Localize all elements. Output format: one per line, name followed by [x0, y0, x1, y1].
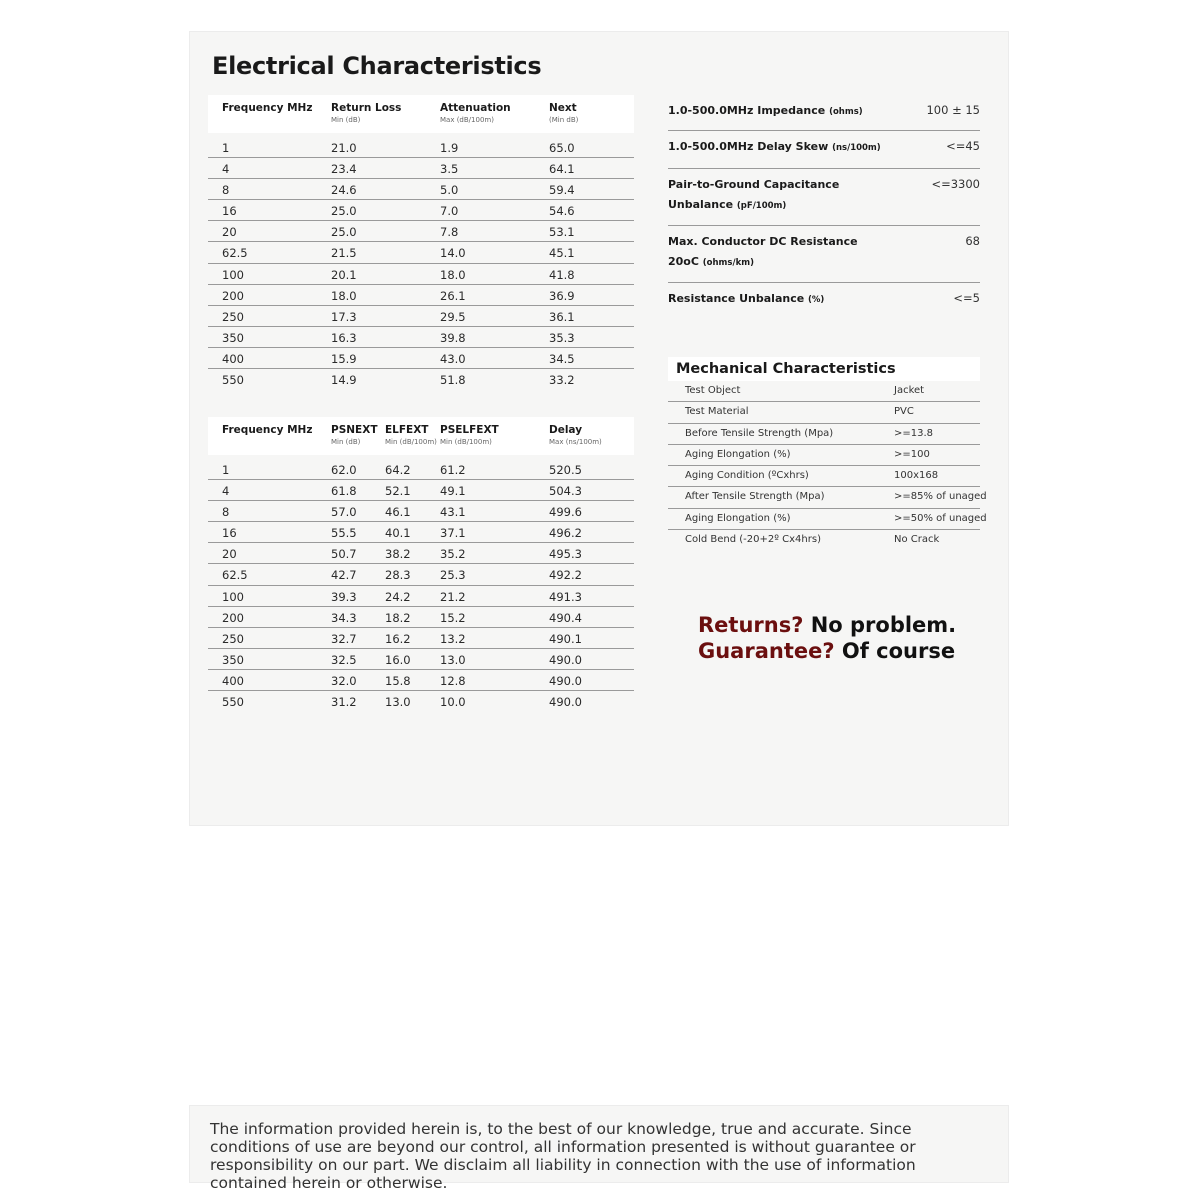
spec-unit: (ns/100m) — [832, 143, 881, 153]
column-header-label: Frequency MHz — [222, 102, 313, 114]
table-cell: 45.1 — [549, 246, 575, 261]
table-row — [208, 221, 634, 242]
table-cell: 20 — [222, 225, 237, 240]
disclaimer: The information provided herein is, to the best of our knowledge, true and accurate. Since conditions of use are beyond our control, all information presented is without guarantee or responsibility on our part. We disclaim all liability in connection with the use of information contained herein or otherwise. — [189, 1105, 1009, 1183]
table-cell: 29.5 — [440, 309, 466, 324]
table-cell: 20.1 — [331, 267, 357, 282]
table-cell: 57.0 — [331, 505, 357, 520]
table-cell: 38.2 — [385, 547, 411, 562]
table-cell: 16.3 — [331, 330, 357, 345]
table-cell: 23.4 — [331, 162, 357, 177]
mechanical-characteristics — [668, 357, 987, 551]
table-cell: 520.5 — [549, 463, 582, 477]
table-cell: 8 — [222, 505, 230, 520]
table-row — [208, 285, 634, 306]
mechanical-value: >=50% of unaged — [894, 512, 987, 524]
mechanical-row — [668, 381, 980, 402]
table-cell: 13.0 — [385, 695, 411, 710]
spec-label — [668, 175, 883, 216]
table-cell: 35.3 — [549, 330, 575, 345]
table-cell: 491.3 — [549, 589, 582, 604]
table-row — [208, 158, 634, 179]
column-header-unit: Min (dB/100m) — [440, 438, 492, 446]
mechanical-property: Cold Bend (-20+2º Cx4hrs) — [685, 534, 821, 546]
table-cell: 32.5 — [331, 652, 357, 667]
table-cell: 16.0 — [385, 652, 411, 667]
table-row — [208, 691, 634, 712]
table-cell: 4 — [222, 484, 230, 499]
spec-row — [668, 95, 980, 131]
table-cell: 43.1 — [440, 505, 466, 520]
table-cell: 62.0 — [331, 463, 357, 477]
table-cell: 32.7 — [331, 631, 357, 646]
spec-unit: (ohms) — [829, 107, 863, 117]
table-row — [208, 543, 634, 564]
mechanical-title: Mechanical Characteristics — [668, 357, 980, 381]
spec-row — [668, 131, 980, 169]
spec-label — [668, 101, 883, 122]
table-cell: 14.9 — [331, 373, 357, 388]
mechanical-property: Aging Condition (ºCxhrs) — [685, 470, 809, 482]
table-cell: 16 — [222, 526, 237, 541]
table-row — [208, 670, 634, 691]
column-header — [549, 424, 602, 446]
table-cell: 26.1 — [440, 288, 466, 303]
column-header — [385, 424, 437, 446]
table-cell: 504.3 — [549, 484, 582, 499]
mechanical-property: Before Tensile Strength (Mpa) — [685, 427, 834, 439]
column-header-unit: Min (dB) — [331, 438, 361, 446]
spec-unit: (ohms/km) — [702, 258, 754, 268]
column-header — [331, 424, 377, 446]
spec-row — [668, 226, 980, 283]
slogan-guarantee: Guarantee? — [698, 639, 835, 663]
table-cell: 61.8 — [331, 484, 357, 499]
table-cell: 1 — [222, 141, 230, 155]
table-row — [208, 501, 634, 522]
table-cell: 39.8 — [440, 330, 466, 345]
table-cell: 62.5 — [222, 568, 248, 583]
mechanical-property: Test Object — [685, 385, 741, 396]
table-cell: 100 — [222, 589, 244, 604]
table-cell: 7.8 — [440, 225, 459, 240]
table-cell: 20 — [222, 547, 237, 562]
column-header — [440, 424, 499, 446]
table-row — [208, 564, 634, 585]
table-cell: 64.1 — [549, 162, 575, 177]
table-cell: 35.2 — [440, 547, 466, 562]
column-header-label: Delay — [549, 424, 583, 436]
table-cell: 25.3 — [440, 568, 466, 583]
table-cell: 490.1 — [549, 631, 582, 646]
spec-label — [668, 137, 883, 158]
table-cell: 550 — [222, 373, 244, 388]
table-cell: 200 — [222, 610, 244, 625]
slogan-guarantee-answer: Of course — [834, 639, 956, 663]
column-header — [440, 102, 511, 124]
mechanical-row — [668, 509, 987, 530]
table-cell: 7.0 — [440, 204, 459, 219]
spec-label-text: Resistance Unbalance — [668, 292, 805, 305]
table-cell: 36.9 — [549, 288, 575, 303]
spec-value: <=3300 — [931, 177, 980, 191]
spec-label-text: Max. Conductor DC Resistance 20oC — [668, 235, 858, 268]
table-cell: 12.8 — [440, 673, 466, 688]
table-cell: 18.2 — [385, 610, 411, 625]
spec-label-text: 1.0-500.0MHz Delay Skew — [668, 140, 829, 153]
mechanical-value: Jacket — [894, 385, 925, 396]
mechanical-row — [668, 487, 987, 508]
table-cell: 32.0 — [331, 673, 357, 688]
spec-label-text: 1.0-500.0MHz Impedance — [668, 104, 826, 117]
mechanical-value: 100x168 — [894, 470, 939, 482]
column-header-label: Attenuation — [440, 102, 511, 114]
table-cell: 34.5 — [549, 351, 575, 366]
spec-label-text: Pair-to-Ground Capacitance Unbalance — [668, 178, 840, 211]
mechanical-value: >=100 — [894, 448, 930, 460]
table-cell: 350 — [222, 652, 244, 667]
spec-sheet — [189, 31, 1009, 826]
spec-value: <=45 — [946, 139, 980, 153]
table-cell: 17.3 — [331, 309, 357, 324]
table-cell: 39.3 — [331, 589, 357, 604]
table-cell: 3.5 — [440, 162, 459, 177]
column-header — [549, 102, 578, 124]
table-cell: 55.5 — [331, 526, 357, 541]
column-header-label: Return Loss — [331, 102, 402, 114]
spec-label — [668, 289, 883, 310]
mechanical-row — [668, 466, 980, 487]
table-cell: 21.0 — [331, 141, 357, 155]
table-cell: 1 — [222, 463, 230, 477]
column-header-label: Frequency MHz — [222, 424, 313, 436]
column-header-label: PSELFEXT — [440, 424, 499, 436]
mechanical-value: No Crack — [894, 534, 940, 546]
column-header — [222, 424, 312, 438]
table-row — [208, 179, 634, 200]
table-cell: 40.1 — [385, 526, 411, 541]
table-cell: 492.2 — [549, 568, 582, 583]
table-cell: 28.3 — [385, 568, 411, 583]
table-row — [208, 459, 634, 480]
table-cell: 36.1 — [549, 309, 575, 324]
table-cell: 16 — [222, 204, 237, 219]
mechanical-property: Aging Elongation (%) — [685, 512, 791, 524]
table-cell: 21.5 — [331, 246, 357, 261]
table-cell: 495.3 — [549, 547, 582, 562]
column-header-unit: Max (dB/100m) — [440, 116, 494, 124]
mechanical-property: Aging Elongation (%) — [685, 448, 791, 460]
table-cell: 65.0 — [549, 141, 575, 155]
table-cell: 490.0 — [549, 652, 582, 667]
table-cell: 14.0 — [440, 246, 466, 261]
column-header-label: Next — [549, 102, 577, 114]
table-cell: 37.1 — [440, 526, 466, 541]
column-header-unit: Min (dB/100m) — [385, 438, 437, 446]
table-cell: 200 — [222, 288, 244, 303]
table-cell: 490.0 — [549, 695, 582, 710]
mechanical-value: >=85% of unaged — [894, 491, 987, 503]
table-cell: 62.5 — [222, 246, 248, 261]
table-row — [208, 200, 634, 221]
table-row — [208, 649, 634, 670]
table-row — [208, 242, 634, 263]
spec-unit: (%) — [808, 295, 825, 305]
table-cell: 490.0 — [549, 673, 582, 688]
table-cell: 52.1 — [385, 484, 411, 499]
spec-label — [668, 232, 883, 273]
spec-value: 100 ± 15 — [926, 103, 980, 117]
table-row — [208, 327, 634, 348]
column-header-label: PSNEXT — [331, 424, 378, 436]
table-cell: 13.0 — [440, 652, 466, 667]
table-cell: 250 — [222, 631, 244, 646]
table-cell: 18.0 — [331, 288, 357, 303]
table-cell: 25.0 — [331, 225, 357, 240]
table-cell: 24.6 — [331, 183, 357, 198]
table-cell: 61.2 — [440, 463, 466, 477]
electrical-table-2 — [208, 417, 634, 712]
table-cell: 15.8 — [385, 673, 411, 688]
table-cell: 1.9 — [440, 141, 459, 155]
table-row — [208, 264, 634, 285]
spec-value: <=5 — [953, 291, 980, 305]
table-cell: 15.2 — [440, 610, 466, 625]
table-row — [208, 480, 634, 501]
table-cell: 41.8 — [549, 267, 575, 282]
table-cell: 50.7 — [331, 547, 357, 562]
spec-value: 68 — [965, 234, 980, 248]
table-cell: 24.2 — [385, 589, 411, 604]
mechanical-row — [668, 445, 980, 466]
table-cell: 34.3 — [331, 610, 357, 625]
column-header-unit: Min (dB) — [331, 116, 361, 124]
table-cell: 31.2 — [331, 695, 357, 710]
table-cell: 100 — [222, 267, 244, 282]
table-cell: 16.2 — [385, 631, 411, 646]
table-row — [208, 522, 634, 543]
table-cell: 33.2 — [549, 373, 575, 388]
column-header — [222, 102, 312, 116]
column-header-unit: Max (ns/100m) — [549, 438, 602, 446]
spec-row — [668, 283, 980, 321]
table-cell: 18.0 — [440, 267, 466, 282]
table-cell: 4 — [222, 162, 230, 177]
mechanical-value: PVC — [894, 406, 914, 418]
table-cell: 13.2 — [440, 631, 466, 646]
spec-unit: (pF/100m) — [736, 201, 787, 211]
table-cell: 496.2 — [549, 526, 582, 541]
table-row — [208, 348, 634, 369]
table-cell: 499.6 — [549, 505, 582, 520]
table-cell: 51.8 — [440, 373, 466, 388]
table-cell: 43.0 — [440, 351, 466, 366]
table-cell: 250 — [222, 309, 244, 324]
table-cell: 15.9 — [331, 351, 357, 366]
table-cell: 54.6 — [549, 204, 575, 219]
table-row — [208, 306, 634, 327]
table-cell: 5.0 — [440, 183, 459, 198]
slogan-returns: Returns? — [698, 613, 804, 637]
mechanical-property: Test Material — [685, 406, 749, 418]
table-row — [208, 137, 634, 158]
table-cell: 25.0 — [331, 204, 357, 219]
table-cell: 400 — [222, 673, 244, 688]
spec-row — [668, 169, 980, 226]
table-cell: 10.0 — [440, 695, 466, 710]
table-cell: 8 — [222, 183, 230, 198]
mechanical-value: >=13.8 — [894, 427, 934, 439]
mechanical-row — [668, 530, 980, 551]
table-row — [208, 586, 634, 607]
table-row — [208, 369, 634, 390]
table-cell: 49.1 — [440, 484, 466, 499]
table-header — [208, 417, 634, 455]
table-cell: 64.2 — [385, 463, 411, 477]
slogan — [698, 612, 956, 664]
table-cell: 42.7 — [331, 568, 357, 583]
page-title: Electrical Characteristics — [212, 52, 542, 80]
table-header — [208, 95, 634, 133]
table-cell: 53.1 — [549, 225, 575, 240]
table-row — [208, 628, 634, 649]
table-cell: 59.4 — [549, 183, 575, 198]
table-cell: 350 — [222, 330, 244, 345]
mechanical-row — [668, 424, 980, 445]
slogan-returns-answer: No problem. — [803, 613, 957, 637]
column-header-label: ELFEXT — [385, 424, 429, 436]
table-cell: 550 — [222, 695, 244, 710]
table-cell: 46.1 — [385, 505, 411, 520]
table-cell: 490.4 — [549, 610, 582, 625]
column-header-unit: (Min dB) — [549, 116, 579, 124]
electrical-table-1 — [208, 95, 634, 390]
table-cell: 21.2 — [440, 589, 466, 604]
column-header — [331, 102, 401, 124]
electrical-specs-list — [668, 95, 980, 321]
table-row — [208, 607, 634, 628]
mechanical-row — [668, 402, 980, 423]
mechanical-property: After Tensile Strength (Mpa) — [685, 491, 825, 503]
table-cell: 400 — [222, 351, 244, 366]
